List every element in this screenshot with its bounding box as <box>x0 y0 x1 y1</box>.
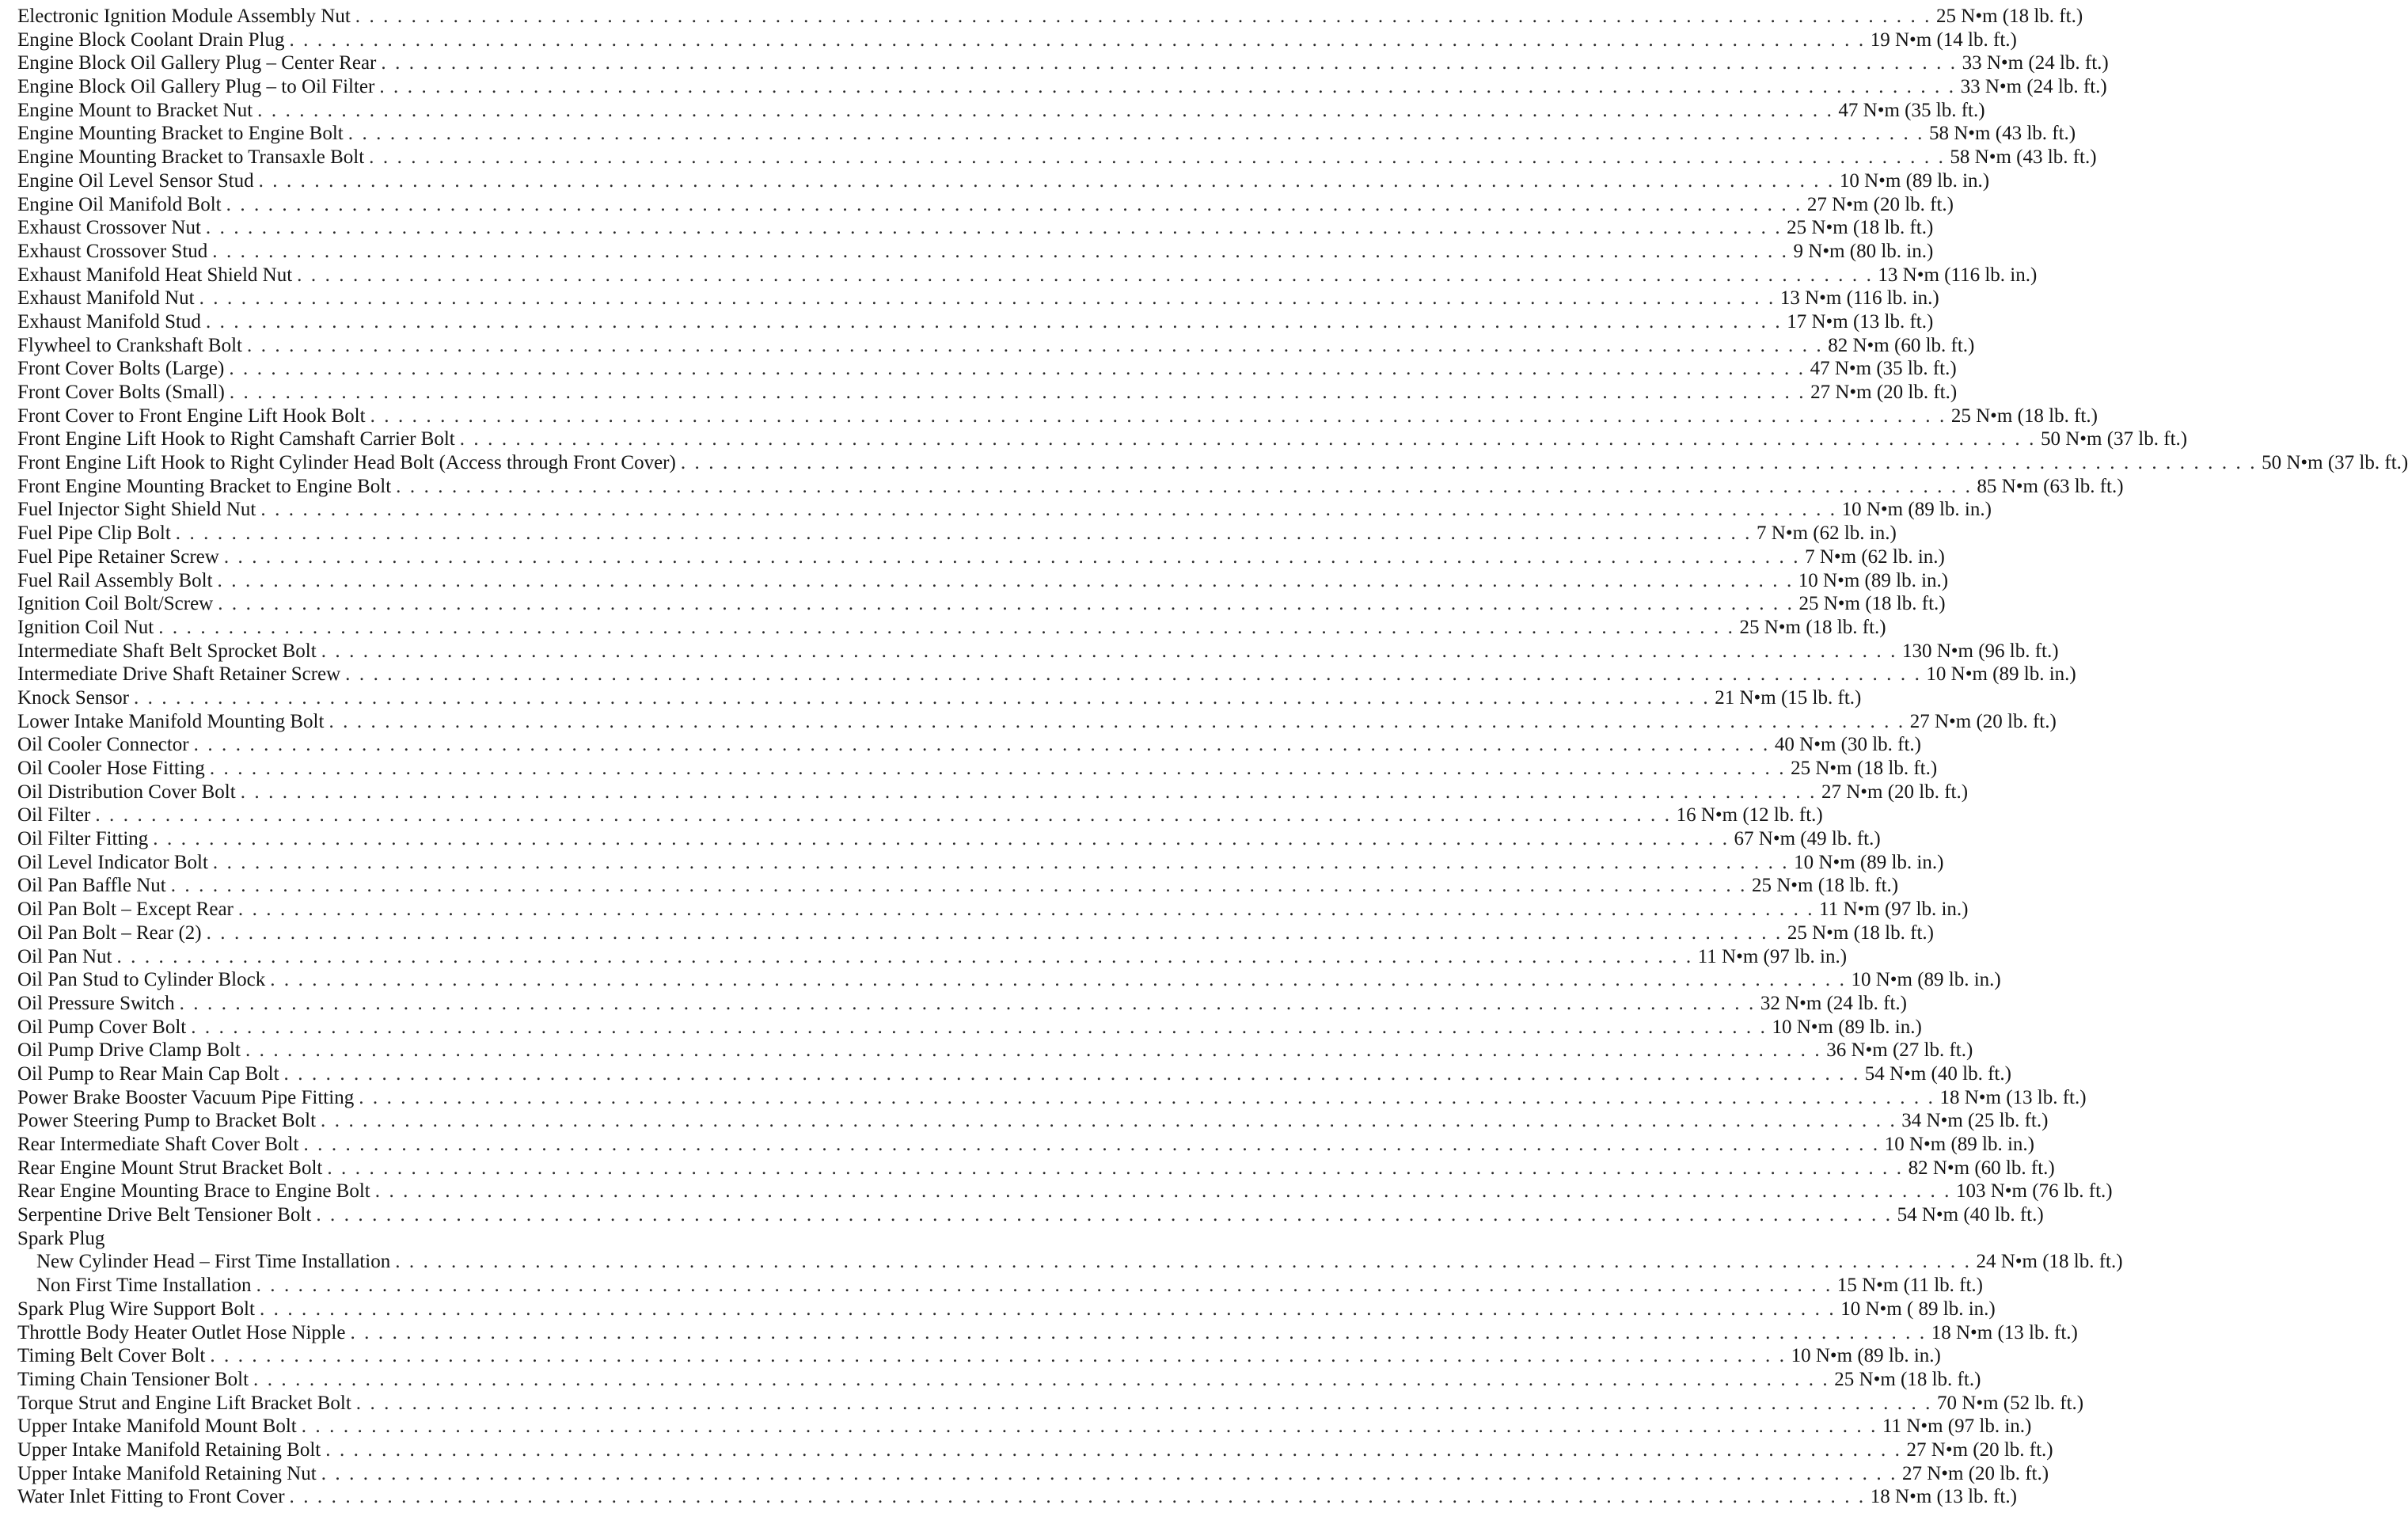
dot-leader: . . . . . . . . . . . . . . . . . . . . . . . . . . . . . . . . . . . . . . . . . . . . . . . . . . . . . . . . . . . . . . . . . . . . . . . . . . . . . . . . . . . . . . . . . . . . . . . . . . . . . . . . . . . . . . . . . <box>212 851 1790 873</box>
spec-label: Fuel Pipe Retainer Screw <box>17 545 219 568</box>
dot-leader: . . . . . . . . . . . . . . . . . . . . . . . . . . . . . . . . . . . . . . . . . . . . . . . . . . . . . . . . . . . . . . . . . . . . . . . . . . . . . . . . . . . . . . . . . . . . . . . . . . . . . . . . . . . . . . . . . <box>209 758 1787 779</box>
dot-leader: . . . . . . . . . . . . . . . . . . . . . . . . . . . . . . . . . . . . . . . . . . . . . . . . . . . . . . . . . . . . . . . . . . . . . . . . . . . . . . . . . . . . . . . . . . . . . . . . . . . . . . . . . . . . . . . . . <box>256 1275 1833 1297</box>
spec-label: Oil Filter <box>17 804 91 826</box>
dot-leader: . . . . . . . . . . . . . . . . . . . . . . . . . . . . . . . . . . . . . . . . . . . . . . . . . . . . . . . . . . . . . . . . . . . . . . . . . . . . . . . . . . . . . . . . . . . . . . . . . . . . . . . . . . . . . . . . . <box>359 1086 1935 1108</box>
spec-label: Engine Block Coolant Drain Plug <box>17 28 285 51</box>
spec-value: 10 N•m (89 lb. in.) <box>1841 499 1992 521</box>
dot-leader: . . . . . . . . . . . . . . . . . . . . . . . . . . . . . . . . . . . . . . . . . . . . . . . . . . . . . . . . . . . . . . . . . . . . . . . . . . . . . . . . . . . . . . . . . . . . . . . . . . . . . . . . . . . . . . . . . <box>379 76 1956 98</box>
dot-leader: . . . . . . . . . . . . . . . . . . . . . . . . . . . . . . . . . . . . . . . . . . . . . . . . . . . . . . . . . . . . . . . . . . . . . . . . . . . . . . . . . . . . . . . . . . . . . . . . . . . . . . . . . . . . . . . . . <box>355 1392 1933 1414</box>
spec-label: Exhaust Crossover Stud <box>17 240 208 262</box>
dot-leader: . . . . . . . . . . . . . . . . . . . . . . . . . . . . . . . . . . . . . . . . . . . . . . . . . . . . . . . . . . . . . . . . . . . . . . . . . . . . . . . . . . . . . . . . . . . . . . . . . . . . . . . . . . . . . . . . . <box>374 1180 1951 1203</box>
spec-value: 11 N•m (97 lb. in.) <box>1819 899 1969 921</box>
dot-leader: . . . . . . . . . . . . . . . . . . . . . . . . . . . . . . . . . . . . . . . . . . . . . . . . . . . . . . . . . . . . . . . . . . . . . . . . . . . . . . . . . . . . . . . . . . . . . . . . . . . . . . . . . . . . . . . . . <box>680 452 2258 474</box>
spec-row <box>17 169 1990 193</box>
spec-value: 11 N•m (97 lb. in.) <box>1882 1416 2032 1438</box>
spec-label: Exhaust Crossover Nut <box>17 217 201 239</box>
spec-label: Timing Belt Cover Bolt <box>17 1345 206 1367</box>
spec-value: 58 N•m (43 lb. ft.) <box>1950 146 2097 169</box>
spec-value: 27 N•m (20 lb. ft.) <box>1901 1462 2049 1484</box>
spec-row <box>17 710 2057 734</box>
spec-label: Front Cover Bolts (Large) <box>17 358 225 380</box>
dot-leader: . . . . . . . . . . . . . . . . . . . . . . . . . . . . . . . . . . . . . . . . . . . . . . . . . . . . . . . . . . . . . . . . . . . . . . . . . . . . . . . . . . . . . . . . . . . . . . . . . . . . . . . . . . . . . . . . . <box>301 1416 1878 1438</box>
spec-label: Oil Distribution Cover Bolt <box>17 781 236 803</box>
dot-leader: . . . . . . . . . . . . . . . . . . . . . . . . . . . . . . . . . . . . . . . . . . . . . . . . . . . . . . . . . . . . . . . . . . . . . . . . . . . . . . . . . . . . . . . . . . . . . . . . . . . . . . . . . . . . . . . . . <box>218 593 1795 615</box>
dot-leader: . . . . . . . . . . . . . . . . . . . . . . . . . . . . . . . . . . . . . . . . . . . . . . . . . . . . . . . . . . . . . . . . . . . . . . . . . . . . . . . . . . . . . . . . . . . . . . . . . . . . . . . . . . . . . . . . . <box>260 499 1837 521</box>
spec-row <box>17 781 1969 804</box>
spec-label: Power Brake Booster Vacuum Pipe Fitting <box>17 1086 355 1108</box>
dot-leader: . . . . . . . . . . . . . . . . . . . . . . . . . . . . . . . . . . . . . . . . . . . . . . . . . . . . . . . . . . . . . . . . . . . . . . . . . . . . . . . . . . . . . . . . . . . . . . . . . . . . . . . . . . . . . . . . . <box>369 146 1946 169</box>
spec-row <box>17 1062 2011 1086</box>
dot-leader: . . . . . . . . . . . . . . . . . . . . . . . . . . . . . . . . . . . . . . . . . . . . . . . . . . . . . . . . . . . . . . . . . . . . . . . . . . . . . . . . . . . . . . . . . . . . . . . . . . . . . . . . . . . . . . . . . <box>210 1345 1787 1367</box>
spec-value: 47 N•m (35 lb. ft.) <box>1810 358 1957 380</box>
spec-value: 54 N•m (40 lb. ft.) <box>1897 1204 2044 1226</box>
spec-row <box>17 28 2017 52</box>
dot-leader: . . . . . . . . . . . . . . . . . . . . . . . . . . . . . . . . . . . . . . . . . . . . . . . . . . . . . . . . . . . . . . . . . . . . . . . . . . . . . . . . . . . . . . . . . . . . . . . . . . . . . . . . . . . . . . . . . <box>381 52 1958 74</box>
spec-row <box>17 216 1934 240</box>
spec-row <box>17 1133 2034 1157</box>
spec-label: Front Cover Bolts (Small) <box>17 382 225 403</box>
spec-value: 21 N•m (15 lb. ft.) <box>1715 686 1862 709</box>
spec-label: Oil Pressure Switch <box>17 992 175 1014</box>
spec-row <box>17 334 1975 358</box>
spec-value: 10 N•m (89 lb. in.) <box>1884 1134 2034 1155</box>
dot-leader: . . . . . . . . . . . . . . . . . . . . . . . . . . . . . . . . . . . . . . . . . . . . . . . . . . . . . . . . . . . . . . . . . . . . . . . . . . . . . . . . . . . . . . . . . . . . . . . . . . . . . . . . . . . . . . . . . <box>355 6 1932 27</box>
spec-row <box>17 686 1862 710</box>
dot-leader: . . . . . . . . . . . . . . . . . . . . . . . . . . . . . . . . . . . . . . . . . . . . . . . . . . . . . . . . . . . . . . . . . . . . . . . . . . . . . . . . . . . . . . . . . . . . . . . . . . . . . . . . . . . . . . . . . <box>205 310 1783 332</box>
spec-row <box>17 1344 1941 1368</box>
spec-label: Front Cover to Front Engine Lift Hook Bolt <box>17 405 366 427</box>
spec-row <box>17 357 1957 381</box>
spec-value: 36 N•m (27 lb. ft.) <box>1826 1039 1973 1062</box>
dot-leader: . . . . . . . . . . . . . . . . . . . . . . . . . . . . . . . . . . . . . . . . . . . . . . . . . . . . . . . . . . . . . . . . . . . . . . . . . . . . . . . . . . . . . . . . . . . . . . . . . . . . . . . . . . . . . . . . . <box>348 123 1924 145</box>
spec-value: 25 N•m (18 lb. ft.) <box>1791 758 1938 779</box>
spec-row <box>17 193 1954 217</box>
spec-label: Oil Pan Bolt – Rear (2) <box>17 922 202 944</box>
spec-label: Upper Intake Manifold Retaining Bolt <box>17 1438 321 1461</box>
spec-label: Water Inlet Fitting to Front Cover <box>17 1486 285 1508</box>
spec-row <box>17 1438 2053 1462</box>
spec-row <box>17 51 2109 75</box>
spec-label: Intermediate Drive Shaft Retainer Screw <box>17 663 341 686</box>
dot-leader: . . . . . . . . . . . . . . . . . . . . . . . . . . . . . . . . . . . . . . . . . . . . . . . . . . . . . . . . . . . . . . . . . . . . . . . . . . . . . . . . . . . . . . . . . . . . . . . . . . . . . . . . . . . . . . . . . <box>179 992 1756 1014</box>
spec-row <box>17 1392 2084 1416</box>
spec-label: Engine Mounting Bracket to Transaxle Bolt <box>17 146 365 169</box>
dot-leader: . . . . . . . . . . . . . . . . . . . . . . . . . . . . . . . . . . . . . . . . . . . . . . . . . . . . . . . . . . . . . . . . . . . . . . . . . . . . . . . . . . . . . . . . . . . . . . . . . . . . . . . . . . . . . . . . . <box>327 1157 1904 1179</box>
spec-value: 10 N•m (89 lb. in.) <box>1798 569 1949 591</box>
spec-label: Rear Intermediate Shaft Cover Bolt <box>17 1134 299 1155</box>
spec-row <box>17 922 1934 945</box>
spec-row <box>17 1039 1973 1062</box>
dot-leader: . . . . . . . . . . . . . . . . . . . . . . . . . . . . . . . . . . . . . . . . . . . . . . . . . . . . . . . . . . . . . . . . . . . . . . . . . . . . . . . . . . . . . . . . . . . . . . . . . . . . . . . . . . . . . . . . . <box>350 1321 1927 1343</box>
dot-leader: . . . . . . . . . . . . . . . . . . . . . . . . . . . . . . . . . . . . . . . . . . . . . . . . . . . . . . . . . . . . . . . . . . . . . . . . . . . . . . . . . . . . . . . . . . . . . . . . . . . . . . . . . . . . . . . . . <box>229 382 1806 403</box>
dot-leader: . . . . . . . . . . . . . . . . . . . . . . . . . . . . . . . . . . . . . . . . . . . . . . . . . . . . . . . . . . . . . . . . . . . . . . . . . . . . . . . . . . . . . . . . . . . . . . . . . . . . . . . . . . . . . . . . . <box>395 1251 1972 1273</box>
spec-row <box>17 757 1938 781</box>
spec-label: Oil Cooler Hose Fitting <box>17 758 205 779</box>
spec-value: 40 N•m (30 lb. ft.) <box>1774 734 1922 756</box>
spec-row <box>17 827 1881 851</box>
spec-value: 10 N•m ( 89 lb. in.) <box>1840 1298 1996 1320</box>
spec-label: Oil Pan Nut <box>17 945 112 967</box>
spec-value: 18 N•m (13 lb. ft.) <box>1939 1086 2087 1108</box>
spec-value: 17 N•m (13 lb. ft.) <box>1787 310 1934 332</box>
dot-leader: . . . . . . . . . . . . . . . . . . . . . . . . . . . . . . . . . . . . . . . . . . . . . . . . . . . . . . . . . . . . . . . . . . . . . . . . . . . . . . . . . . . . . . . . . . . . . . . . . . . . . . . . . . . . . . . . . <box>223 545 1801 568</box>
spec-value: 11 N•m (97 lb. in.) <box>1697 945 1848 967</box>
spec-label: Engine Oil Manifold Bolt <box>17 193 222 215</box>
dot-leader: . . . . . . . . . . . . . . . . . . . . . . . . . . . . . . . . . . . . . . . . . . . . . . . . . . . . . . . . . . . . . . . . . . . . . . . . . . . . . . . . . . . . . . . . . . . . . . . . . . . . . . . . . . . . . . . . . <box>283 1062 1860 1085</box>
spec-value: 7 N•m (62 lb. in.) <box>1757 522 1897 545</box>
spec-label: Oil Cooler Connector <box>17 734 189 756</box>
spec-value: 103 N•m (76 lb. ft.) <box>1956 1180 2113 1203</box>
spec-label: Flywheel to Crankshaft Bolt <box>17 334 242 356</box>
spec-group-heading <box>17 1227 1156 1251</box>
spec-label: Oil Pan Bolt – Except Rear <box>17 899 234 921</box>
spec-row <box>17 1368 1981 1392</box>
spec-row <box>17 240 1934 264</box>
spec-label: Non First Time Installation <box>36 1275 252 1297</box>
spec-row <box>17 968 2001 992</box>
dot-leader: . . . . . . . . . . . . . . . . . . . . . . . . . . . . . . . . . . . . . . . . . . . . . . . . . . . . . . . . . . . . . . . . . . . . . . . . . . . . . . . . . . . . . . . . . . . . . . . . . . . . . . . . . . . . . . . . . <box>193 734 1770 756</box>
spec-row <box>17 569 1949 593</box>
dot-leader: . . . . . . . . . . . . . . . . . . . . . . . . . . . . . . . . . . . . . . . . . . . . . . . . . . . . . . . . . . . . . . . . . . . . . . . . . . . . . . . . . . . . . . . . . . . . . . . . . . . . . . . . . . . . . . . . . <box>226 193 1802 215</box>
spec-row <box>17 874 1899 898</box>
spec-value: 82 N•m (60 lb. ft.) <box>1828 334 1975 356</box>
spec-value: 7 N•m (62 lb. in.) <box>1805 545 1945 568</box>
spec-row <box>17 663 2076 686</box>
spec-row <box>17 1016 1922 1039</box>
spec-value: 25 N•m (18 lb. ft.) <box>1787 217 1934 239</box>
spec-label: Oil Pump to Rear Main Cap Bolt <box>17 1062 279 1085</box>
spec-row <box>17 992 1907 1016</box>
spec-label: Spark Plug <box>17 1227 105 1249</box>
dot-leader: . . . . . . . . . . . . . . . . . . . . . . . . . . . . . . . . . . . . . . . . . . . . . . . . . . . . . . . . . . . . . . . . . . . . . . . . . . . . . . . . . . . . . . . . . . . . . . . . . . . . . . . . . . . . . . . . . <box>253 1368 1830 1390</box>
spec-label: Ignition Coil Bolt/Screw <box>17 593 214 615</box>
dot-leader: . . . . . . . . . . . . . . . . . . . . . . . . . . . . . . . . . . . . . . . . . . . . . . . . . . . . . . . . . . . . . . . . . . . . . . . . . . . . . . . . . . . . . . . . . . . . . . . . . . . . . . . . . . . . . . . . . <box>259 1298 1836 1320</box>
spec-value: 70 N•m (52 lb. ft.) <box>1937 1392 2084 1414</box>
spec-label: Oil Level Indicator Bolt <box>17 851 208 873</box>
dot-leader: . . . . . . . . . . . . . . . . . . . . . . . . . . . . . . . . . . . . . . . . . . . . . . . . . . . . . . . . . . . . . . . . . . . . . . . . . . . . . . . . . . . . . . . . . . . . . . . . . . . . . . . . . . . . . . . . . <box>329 710 1905 732</box>
spec-row <box>17 498 1992 522</box>
spec-value: 32 N•m (24 lb. ft.) <box>1760 992 1907 1014</box>
spec-label: Exhaust Manifold Nut <box>17 287 195 310</box>
spec-value: 10 N•m (89 lb. in.) <box>1851 969 2001 991</box>
spec-value: 13 N•m (116 lb. in.) <box>1878 264 2038 286</box>
spec-value: 85 N•m (63 lb. ft.) <box>1977 475 2124 497</box>
spec-row <box>17 592 1946 616</box>
spec-value: 34 N•m (25 lb. ft.) <box>1901 1110 2049 1132</box>
spec-row <box>17 122 2076 146</box>
spec-row <box>17 733 1922 757</box>
spec-value: 58 N•m (43 lb. ft.) <box>1929 123 2076 145</box>
spec-value: 9 N•m (80 lb. in.) <box>1793 240 1934 262</box>
spec-row <box>17 522 1897 545</box>
spec-label: Knock Sensor <box>17 686 129 709</box>
spec-label: New Cylinder Head – First Time Installation <box>36 1251 391 1273</box>
spec-value: 10 N•m (89 lb. in.) <box>1794 851 1944 873</box>
spec-row <box>17 428 2188 451</box>
spec-value: 16 N•m (12 lb. ft.) <box>1676 804 1823 826</box>
spec-value: 54 N•m (40 lb. ft.) <box>1864 1062 2011 1085</box>
spec-value: 18 N•m (13 lb. ft.) <box>1870 1486 2017 1508</box>
spec-value: 25 N•m (18 lb. ft.) <box>1751 875 1899 897</box>
spec-row <box>17 616 1886 640</box>
dot-leader: . . . . . . . . . . . . . . . . . . . . . . . . . . . . . . . . . . . . . . . . . . . . . . . . . . . . . . . . . . . . . . . . . . . . . . . . . . . . . . . . . . . . . . . . . . . . . . . . . . . . . . . . . . . . . . . . . <box>321 1462 1897 1484</box>
spec-row <box>17 1462 2049 1486</box>
spec-label: Upper Intake Manifold Retaining Nut <box>17 1462 317 1484</box>
dot-leader: . . . . . . . . . . . . . . . . . . . . . . . . . . . . . . . . . . . . . . . . . . . . . . . . . . . . . . . . . . . . . . . . . . . . . . . . . . . . . . . . . . . . . . . . . . . . . . . . . . . . . . . . . . . . . . . . . <box>257 99 1834 121</box>
dot-leader: . . . . . . . . . . . . . . . . . . . . . . . . . . . . . . . . . . . . . . . . . . . . . . . . . . . . . . . . . . . . . . . . . . . . . . . . . . . . . . . . . . . . . . . . . . . . . . . . . . . . . . . . . . . . . . . . . <box>247 334 1824 356</box>
spec-label: Power Steering Pump to Bracket Bolt <box>17 1110 317 1132</box>
dot-leader: . . . . . . . . . . . . . . . . . . . . . . . . . . . . . . . . . . . . . . . . . . . . . . . . . . . . . . . . . . . . . . . . . . . . . . . . . . . . . . . . . . . . . . . . . . . . . . . . . . . . . . . . . . . . . . . . . <box>345 663 1922 686</box>
dot-leader: . . . . . . . . . . . . . . . . . . . . . . . . . . . . . . . . . . . . . . . . . . . . . . . . . . . . . . . . . . . . . . . . . . . . . . . . . . . . . . . . . . . . . . . . . . . . . . . . . . . . . . . . . . . . . . . . . <box>396 475 1973 497</box>
spec-label: Engine Oil Level Sensor Stud <box>17 169 254 192</box>
dot-leader: . . . . . . . . . . . . . . . . . . . . . . . . . . . . . . . . . . . . . . . . . . . . . . . . . . . . . . . . . . . . . . . . . . . . . . . . . . . . . . . . . . . . . . . . . . . . . . . . . . . . . . . . . . . . . . . . . <box>316 1204 1893 1226</box>
spec-row <box>17 310 1934 334</box>
dot-leader: . . . . . . . . . . . . . . . . . . . . . . . . . . . . . . . . . . . . . . . . . . . . . . . . . . . . . . . . . . . . . . . . . . . . . . . . . . . . . . . . . . . . . . . . . . . . . . . . . . . . . . . . . . . . . . . . . <box>370 405 1947 427</box>
spec-value: 25 N•m (18 lb. ft.) <box>1739 616 1886 638</box>
spec-label: Intermediate Shaft Belt Sprocket Bolt <box>17 640 317 662</box>
dot-leader: . . . . . . . . . . . . . . . . . . . . . . . . . . . . . . . . . . . . . . . . . . . . . . . . . . . . . . . . . . . . . . . . . . . . . . . . . . . . . . . . . . . . . . . . . . . . . . . . . . . . . . . . . . . . . . . . . <box>199 287 1776 310</box>
spec-value: 10 N•m (89 lb. in.) <box>1926 663 2076 686</box>
dot-leader: . . . . . . . . . . . . . . . . . . . . . . . . . . . . . . . . . . . . . . . . . . . . . . . . . . . . . . . . . . . . . . . . . . . . . . . . . . . . . . . . . . . . . . . . . . . . . . . . . . . . . . . . . . . . . . . . . <box>153 828 1730 850</box>
spec-row <box>17 1157 2055 1180</box>
spec-label: Torque Strut and Engine Lift Bracket Bolt <box>17 1392 351 1414</box>
spec-value: 50 N•m (37 lb. ft.) <box>2040 428 2188 450</box>
spec-label: Engine Mount to Bracket Nut <box>17 99 253 121</box>
spec-label: Throttle Body Heater Outlet Hose Nipple <box>17 1321 346 1343</box>
spec-label: Front Engine Lift Hook to Right Cylinder Head Bolt (Access through Front Cover) <box>17 452 676 474</box>
spec-label: Rear Engine Mounting Brace to Engine Bolt <box>17 1180 370 1203</box>
spec-label: Engine Block Oil Gallery Plug – Center Rear <box>17 52 377 74</box>
dot-leader: . . . . . . . . . . . . . . . . . . . . . . . . . . . . . . . . . . . . . . . . . . . . . . . . . . . . . . . . . . . . . . . . . . . . . . . . . . . . . . . . . . . . . . . . . . . . . . . . . . . . . . . . . . . . . . . . . <box>237 899 1815 921</box>
spec-value: 18 N•m (13 lb. ft.) <box>1931 1321 2078 1343</box>
dot-leader: . . . . . . . . . . . . . . . . . . . . . . . . . . . . . . . . . . . . . . . . . . . . . . . . . . . . . . . . . . . . . . . . . . . . . . . . . . . . . . . . . . . . . . . . . . . . . . . . . . . . . . . . . . . . . . . . . <box>303 1134 1880 1155</box>
spec-value: 25 N•m (18 lb. ft.) <box>1834 1368 1981 1390</box>
dot-leader: . . . . . . . . . . . . . . . . . . . . . . . . . . . . . . . . . . . . . . . . . . . . . . . . . . . . . . . . . . . . . . . . . . . . . . . . . . . . . . . . . . . . . . . . . . . . . . . . . . . . . . . . . . . . . . . . . <box>206 922 1783 944</box>
dot-leader: . . . . . . . . . . . . . . . . . . . . . . . . . . . . . . . . . . . . . . . . . . . . . . . . . . . . . . . . . . . . . . . . . . . . . . . . . . . . . . . . . . . . . . . . . . . . . . . . . . . . . . . . . . . . . . . . . <box>459 428 2036 450</box>
spec-row <box>17 75 2107 99</box>
spec-label: Engine Mounting Bracket to Engine Bolt <box>17 123 344 145</box>
spec-row <box>17 1109 2049 1133</box>
spec-value: 25 N•m (18 lb. ft.) <box>1798 593 1946 615</box>
spec-row <box>17 405 2098 428</box>
spec-value: 25 N•m (18 lb. ft.) <box>1950 405 2098 427</box>
spec-row <box>17 545 1945 569</box>
dot-leader: . . . . . . . . . . . . . . . . . . . . . . . . . . . . . . . . . . . . . . . . . . . . . . . . . . . . . . . . . . . . . . . . . . . . . . . . . . . . . . . . . . . . . . . . . . . . . . . . . . . . . . . . . . . . . . . . . <box>289 1486 1866 1508</box>
spec-value: 27 N•m (20 lb. ft.) <box>1906 1438 2053 1461</box>
spec-value: 15 N•m (11 lb. ft.) <box>1836 1275 1984 1297</box>
dot-leader: . . . . . . . . . . . . . . . . . . . . . . . . . . . . . . . . . . . . . . . . . . . . . . . . . . . . . . . . . . . . . . . . . . . . . . . . . . . . . . . . . . . . . . . . . . . . . . . . . . . . . . . . . . . . . . . . . <box>245 1039 1822 1062</box>
spec-value: 10 N•m (89 lb. in.) <box>1791 1345 1941 1367</box>
dot-leader: . . . . . . . . . . . . . . . . . . . . . . . . . . . . . . . . . . . . . . . . . . . . . . . . . . . . . . . . . . . . . . . . . . . . . . . . . . . . . . . . . . . . . . . . . . . . . . . . . . . . . . . . . . . . . . . . . <box>258 169 1835 192</box>
spec-row <box>17 5 2083 28</box>
spec-label: Front Engine Lift Hook to Right Camshaft Carrier Bolt <box>17 428 455 450</box>
spec-value: 67 N•m (49 lb. ft.) <box>1734 828 1881 850</box>
dot-leader: . . . . . . . . . . . . . . . . . . . . . . . . . . . . . . . . . . . . . . . . . . . . . . . . . . . . . . . . . . . . . . . . . . . . . . . . . . . . . . . . . . . . . . . . . . . . . . . . . . . . . . . . . . . . . . . . . <box>158 616 1735 638</box>
spec-row <box>17 1485 2017 1509</box>
dot-leader: . . . . . . . . . . . . . . . . . . . . . . . . . . . . . . . . . . . . . . . . . . . . . . . . . . . . . . . . . . . . . . . . . . . . . . . . . . . . . . . . . . . . . . . . . . . . . . . . . . . . . . . . . . . . . . . . . <box>297 264 1874 286</box>
spec-row <box>17 1086 2087 1110</box>
spec-row <box>17 851 1944 875</box>
dot-leader: . . . . . . . . . . . . . . . . . . . . . . . . . . . . . . . . . . . . . . . . . . . . . . . . . . . . . . . . . . . . . . . . . . . . . . . . . . . . . . . . . . . . . . . . . . . . . . . . . . . . . . . . . . . . . . . . . <box>205 217 1783 239</box>
spec-label: Fuel Injector Sight Shield Nut <box>17 499 256 521</box>
spec-label: Spark Plug Wire Support Bolt <box>17 1298 255 1320</box>
spec-row <box>17 1415 2032 1438</box>
dot-leader: . . . . . . . . . . . . . . . . . . . . . . . . . . . . . . . . . . . . . . . . . . . . . . . . . . . . . . . . . . . . . . . . . . . . . . . . . . . . . . . . . . . . . . . . . . . . . . . . . . . . . . . . . . . . . . . . . <box>116 945 1693 967</box>
spec-row <box>17 1203 2044 1227</box>
dot-leader: . . . . . . . . . . . . . . . . . . . . . . . . . . . . . . . . . . . . . . . . . . . . . . . . . . . . . . . . . . . . . . . . . . . . . . . . . . . . . . . . . . . . . . . . . . . . . . . . . . . . . . . . . . . . . . . . . <box>229 358 1806 380</box>
spec-label: Ignition Coil Nut <box>17 616 154 638</box>
dot-leader: . . . . . . . . . . . . . . . . . . . . . . . . . . . . . . . . . . . . . . . . . . . . . . . . . . . . . . . . . . . . . . . . . . . . . . . . . . . . . . . . . . . . . . . . . . . . . . . . . . . . . . . . . . . . . . . . . <box>191 1016 1768 1038</box>
dot-leader: . . . . . . . . . . . . . . . . . . . . . . . . . . . . . . . . . . . . . . . . . . . . . . . . . . . . . . . . . . . . . . . . . . . . . . . . . . . . . . . . . . . . . . . . . . . . . . . . . . . . . . . . . . . . . . . . . <box>321 1110 1897 1132</box>
spec-value: 130 N•m (96 lb. ft.) <box>1901 640 2059 662</box>
spec-label: Front Engine Mounting Bracket to Engine Bolt <box>17 475 392 497</box>
spec-row <box>17 804 1823 827</box>
spec-value: 19 N•m (14 lb. ft.) <box>1870 28 2017 51</box>
spec-label: Fuel Rail Assembly Bolt <box>17 569 213 591</box>
dot-leader: . . . . . . . . . . . . . . . . . . . . . . . . . . . . . . . . . . . . . . . . . . . . . . . . . . . . . . . . . . . . . . . . . . . . . . . . . . . . . . . . . . . . . . . . . . . . . . . . . . . . . . . . . . . . . . . . . <box>270 969 1847 991</box>
spec-row <box>17 146 2097 169</box>
spec-label: Exhaust Manifold Heat Shield Nut <box>17 264 293 286</box>
spec-label: Engine Block Oil Gallery Plug – to Oil Filter <box>17 76 375 98</box>
spec-label: Serpentine Drive Belt Tensioner Bolt <box>17 1204 312 1226</box>
spec-row <box>17 1321 2078 1345</box>
dot-leader: . . . . . . . . . . . . . . . . . . . . . . . . . . . . . . . . . . . . . . . . . . . . . . . . . . . . . . . . . . . . . . . . . . . . . . . . . . . . . . . . . . . . . . . . . . . . . . . . . . . . . . . . . . . . . . . . . <box>321 640 1897 662</box>
spec-value: 82 N•m (60 lb. ft.) <box>1908 1157 2055 1179</box>
spec-value: 27 N•m (20 lb. ft.) <box>1909 710 2057 732</box>
spec-value: 33 N•m (24 lb. ft.) <box>1962 52 2109 74</box>
spec-label: Fuel Pipe Clip Bolt <box>17 522 171 545</box>
dot-leader: . . . . . . . . . . . . . . . . . . . . . . . . . . . . . . . . . . . . . . . . . . . . . . . . . . . . . . . . . . . . . . . . . . . . . . . . . . . . . . . . . . . . . . . . . . . . . . . . . . . . . . . . . . . . . . . . . <box>289 28 1866 51</box>
dot-leader: . . . . . . . . . . . . . . . . . . . . . . . . . . . . . . . . . . . . . . . . . . . . . . . . . . . . . . . . . . . . . . . . . . . . . . . . . . . . . . . . . . . . . . . . . . . . . . . . . . . . . . . . . . . . . . . . . <box>217 569 1794 591</box>
spec-value: 13 N•m (116 lb. in.) <box>1779 287 1939 310</box>
spec-value: 25 N•m (18 lb. ft.) <box>1787 922 1934 944</box>
spec-label: Timing Chain Tensioner Bolt <box>17 1368 249 1390</box>
spec-label: Oil Pan Baffle Nut <box>17 875 166 897</box>
spec-value: 27 N•m (20 lb. ft.) <box>1810 382 1958 403</box>
spec-value: 27 N•m (20 lb. ft.) <box>1806 193 1954 215</box>
dot-leader: . . . . . . . . . . . . . . . . . . . . . . . . . . . . . . . . . . . . . . . . . . . . . . . . . . . . . . . . . . . . . . . . . . . . . . . . . . . . . . . . . . . . . . . . . . . . . . . . . . . . . . . . . . . . . . . . . <box>175 522 1753 545</box>
dot-leader: . . . . . . . . . . . . . . . . . . . . . . . . . . . . . . . . . . . . . . . . . . . . . . . . . . . . . . . . . . . . . . . . . . . . . . . . . . . . . . . . . . . . . . . . . . . . . . . . . . . . . . . . . . . . . . . . . <box>95 804 1672 826</box>
spec-label: Exhaust Manifold Stud <box>17 310 201 332</box>
spec-value: 33 N•m (24 lb. ft.) <box>1960 76 2107 98</box>
spec-value: 50 N•m (37 lb. ft.) <box>2262 452 2408 474</box>
spec-label: Oil Pan Stud to Cylinder Block <box>17 969 266 991</box>
spec-row <box>17 451 2408 475</box>
spec-row <box>17 898 1969 922</box>
spec-label: Electronic Ignition Module Assembly Nut <box>17 6 351 27</box>
spec-label: Oil Pump Drive Clamp Bolt <box>17 1039 241 1062</box>
dot-leader: . . . . . . . . . . . . . . . . . . . . . . . . . . . . . . . . . . . . . . . . . . . . . . . . . . . . . . . . . . . . . . . . . . . . . . . . . . . . . . . . . . . . . . . . . . . . . . . . . . . . . . . . . . . . . . . . . <box>133 686 1711 709</box>
dot-leader: . . . . . . . . . . . . . . . . . . . . . . . . . . . . . . . . . . . . . . . . . . . . . . . . . . . . . . . . . . . . . . . . . . . . . . . . . . . . . . . . . . . . . . . . . . . . . . . . . . . . . . . . . . . . . . . . . <box>212 240 1789 262</box>
spec-label: Upper Intake Manifold Mount Bolt <box>17 1416 297 1438</box>
spec-row <box>17 1298 1996 1321</box>
spec-row <box>17 287 1939 310</box>
spec-row <box>17 381 1958 405</box>
dot-leader: . . . . . . . . . . . . . . . . . . . . . . . . . . . . . . . . . . . . . . . . . . . . . . . . . . . . . . . . . . . . . . . . . . . . . . . . . . . . . . . . . . . . . . . . . . . . . . . . . . . . . . . . . . . . . . . . . <box>240 781 1817 803</box>
spec-row <box>17 475 2124 499</box>
torque-specifications-list <box>17 5 2408 1509</box>
spec-value: 27 N•m (20 lb. ft.) <box>1821 781 1969 803</box>
dot-leader: . . . . . . . . . . . . . . . . . . . . . . . . . . . . . . . . . . . . . . . . . . . . . . . . . . . . . . . . . . . . . . . . . . . . . . . . . . . . . . . . . . . . . . . . . . . . . . . . . . . . . . . . . . . . . . . . . <box>170 875 1747 897</box>
spec-value: 24 N•m (18 lb. ft.) <box>1976 1251 2123 1273</box>
dot-leader: . . . . . . . . . . . . . . . . . . . . . . . . . . . . . . . . . . . . . . . . . . . . . . . . . . . . . . . . . . . . . . . . . . . . . . . . . . . . . . . . . . . . . . . . . . . . . . . . . . . . . . . . . . . . . . . . . <box>325 1438 1902 1461</box>
spec-row <box>17 99 1985 123</box>
spec-row <box>17 945 1848 969</box>
spec-row <box>17 640 2059 663</box>
spec-row <box>17 264 2038 287</box>
spec-label: Lower Intake Manifold Mounting Bolt <box>17 710 325 732</box>
spec-value: 10 N•m (89 lb. in.) <box>1839 169 1990 192</box>
spec-label: Rear Engine Mount Strut Bracket Bolt <box>17 1157 323 1179</box>
spec-row <box>17 1274 1984 1298</box>
spec-row <box>17 1180 2113 1203</box>
spec-row <box>17 1250 2123 1274</box>
spec-value: 47 N•m (35 lb. ft.) <box>1838 99 1985 121</box>
spec-label: Oil Filter Fitting <box>17 828 149 850</box>
spec-label: Oil Pump Cover Bolt <box>17 1016 187 1038</box>
spec-value: 25 N•m (18 lb. ft.) <box>1936 6 2083 27</box>
spec-value: 10 N•m (89 lb. in.) <box>1772 1016 1922 1038</box>
